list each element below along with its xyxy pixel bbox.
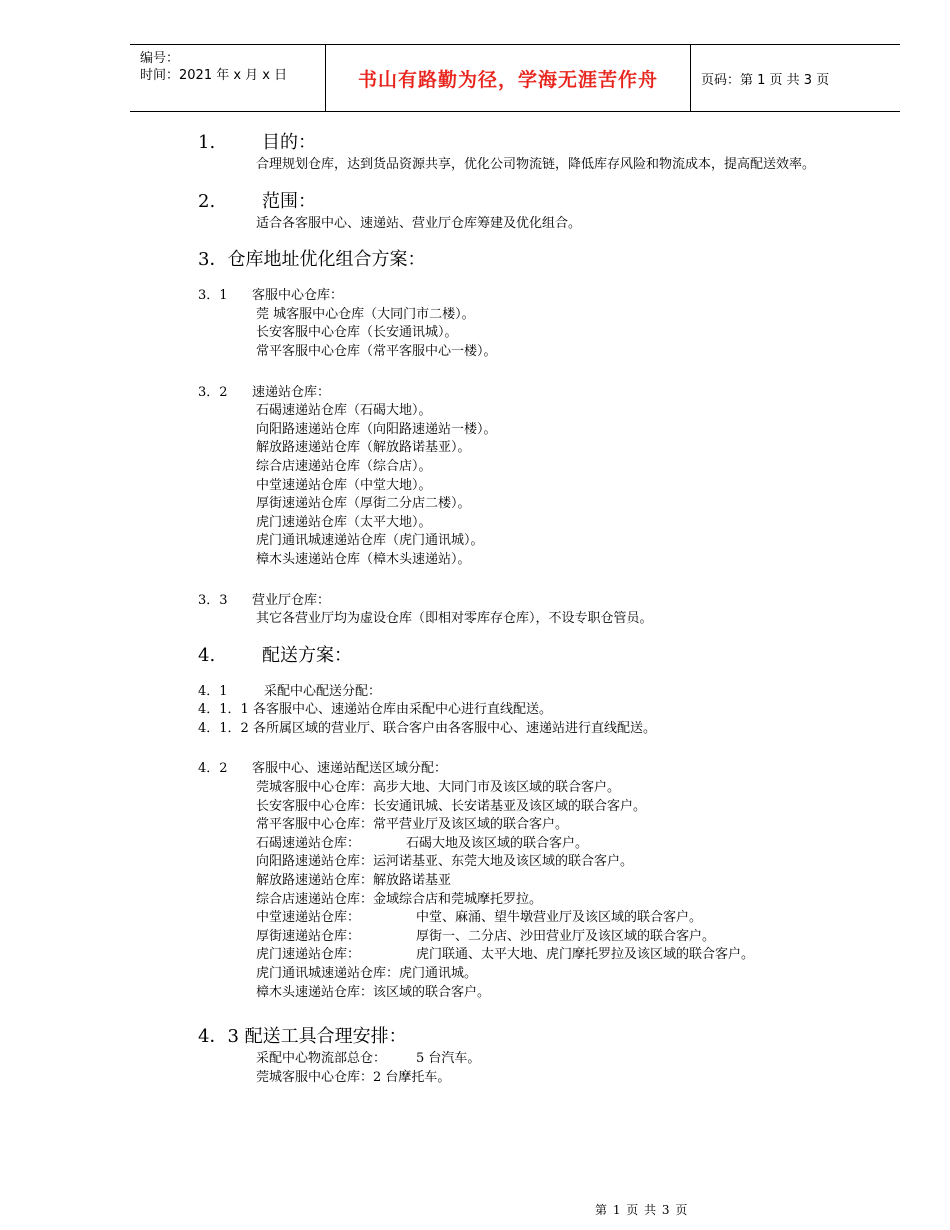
list-item: 石碣速递站仓库（石碣大地）。: [256, 403, 432, 419]
section-2-heading: 2. 范围：: [198, 190, 316, 212]
header-meta: [130, 45, 326, 111]
list-item: 厚街速递站仓库： 厚街一、二分店、沙田营业厅及该区域的联合客户。: [256, 928, 716, 944]
section-4-1-line: 4．1．2 各所属区域的营业厅、联合客户由各客服中心、速递站进行直线配送。: [198, 720, 656, 736]
page-footer: 第 1 页 共 3 页: [595, 1203, 689, 1217]
section-4-3-list: [198, 1050, 858, 1087]
section-1-body: 合理规划仓库，达到货品资源共享，优化公司物流链，降低库存风险和物流成本，提高配送效率。: [256, 157, 816, 172]
section-3-3-heading: 3．3 营业厅仓库：: [198, 592, 331, 608]
list-item: 长安客服中心仓库（长安通讯城）。: [256, 325, 458, 341]
list-item: 解放路速递站仓库：解放路诺基亚: [256, 873, 452, 889]
section-1-heading: 1. 目的：: [198, 132, 316, 153]
document-body: [198, 130, 858, 1087]
list-item: 向阳路速递站仓库：运河诺基亚、东莞大地及该区域的联合客户。: [256, 854, 634, 870]
list-item: 常平客服中心仓库（常平客服中心一楼）。: [256, 343, 497, 359]
list-item: 综合店速递站仓库（综合店）。: [256, 458, 432, 474]
list-item: 莞城客服中心仓库：2 台摩托车。: [256, 1069, 451, 1085]
section-4-2-list: [198, 779, 858, 1002]
section-4-3-heading: 4．3 配送工具合理安排：: [198, 1026, 407, 1048]
list-item: 中堂速递站仓库： 中堂、麻涌、望牛墩营业厅及该区域的联合客户。: [256, 910, 703, 926]
list-item: 虎门通讯城速递站仓库（虎门通讯城）。: [256, 533, 484, 549]
section-3-3-body: 其它各营业厅均为虚设仓库（即相对零库存仓库），不设专职仓管员。: [256, 611, 653, 627]
list-item: 采配中心物流部总仓： 5 台汽车。: [256, 1051, 481, 1067]
time-label: 时间：2021 年 x 月 x 日: [140, 68, 288, 83]
list-item: 长安客服中心仓库：长安通讯城、长安诺基亚及该区域的联合客户。: [256, 798, 647, 814]
section-3-heading: 3．仓库地址优化组合方案：: [198, 249, 426, 271]
code-label: 编号：: [140, 51, 180, 66]
list-item: 向阳路速递站仓库（向阳路速递站一楼）。: [256, 421, 497, 437]
section-3-1-heading: 3．1 客服中心仓库：: [198, 288, 344, 304]
section-4-1-line: 4．1．1 各客服中心、速递站仓库由采配中心进行直线配送。: [198, 702, 552, 718]
section-3-1-list: [198, 306, 858, 362]
list-item: 厚街速递站仓库（厚街二分店二楼）。: [256, 496, 471, 512]
list-item: 综合店速递站仓库：金域综合店和莞城摩托罗拉。: [256, 891, 543, 907]
section-2-body: 适合各客服中心、速递站、营业厅仓库筹建及优化组合。: [256, 215, 582, 231]
section-4-heading: 4. 配送方案：: [198, 644, 352, 666]
list-item: 石碣速递站仓库： 石碣大地及该区域的联合客户。: [256, 835, 589, 851]
list-item: 樟木头速递站仓库：该区域的联合客户。: [256, 984, 491, 1000]
list-item: 常平客服中心仓库：常平营业厅及该区域的联合客户。: [256, 817, 569, 833]
list-item: 中堂速递站仓库（中堂大地）。: [256, 477, 432, 493]
section-3-2-heading: 3．2 速递站仓库：: [198, 384, 331, 400]
list-item: 虎门速递站仓库： 虎门联通、太平大地、虎门摩托罗拉及该区域的联合客户。: [256, 947, 755, 963]
list-item: 虎门速递站仓库（太平大地）。: [256, 514, 432, 530]
page-header: [130, 44, 900, 112]
list-item: 解放路速递站仓库（解放路诺基亚）。: [256, 440, 471, 456]
list-item: 樟木头速递站仓库（樟木头速递站）。: [256, 551, 471, 567]
section-4-1-heading: 4．1 采配中心配送分配：: [198, 683, 382, 699]
section-4-2-heading: 4．2 客服中心、速递站配送区域分配：: [198, 761, 448, 777]
list-item: 莞城客服中心仓库：高步大地、大同门市及该区域的联合客户。: [256, 780, 621, 796]
list-item: 虎门通讯城速递站仓库：虎门通讯城。: [256, 966, 478, 981]
section-3-2-list: [198, 402, 858, 569]
header-motto: 书山有路勤为径，学海无涯苦作舟: [326, 45, 691, 111]
header-page-info: 页码：第 1 页 共 3 页: [701, 72, 830, 88]
list-item: 莞 城客服中心仓库（大同门市二楼）。: [256, 306, 475, 322]
